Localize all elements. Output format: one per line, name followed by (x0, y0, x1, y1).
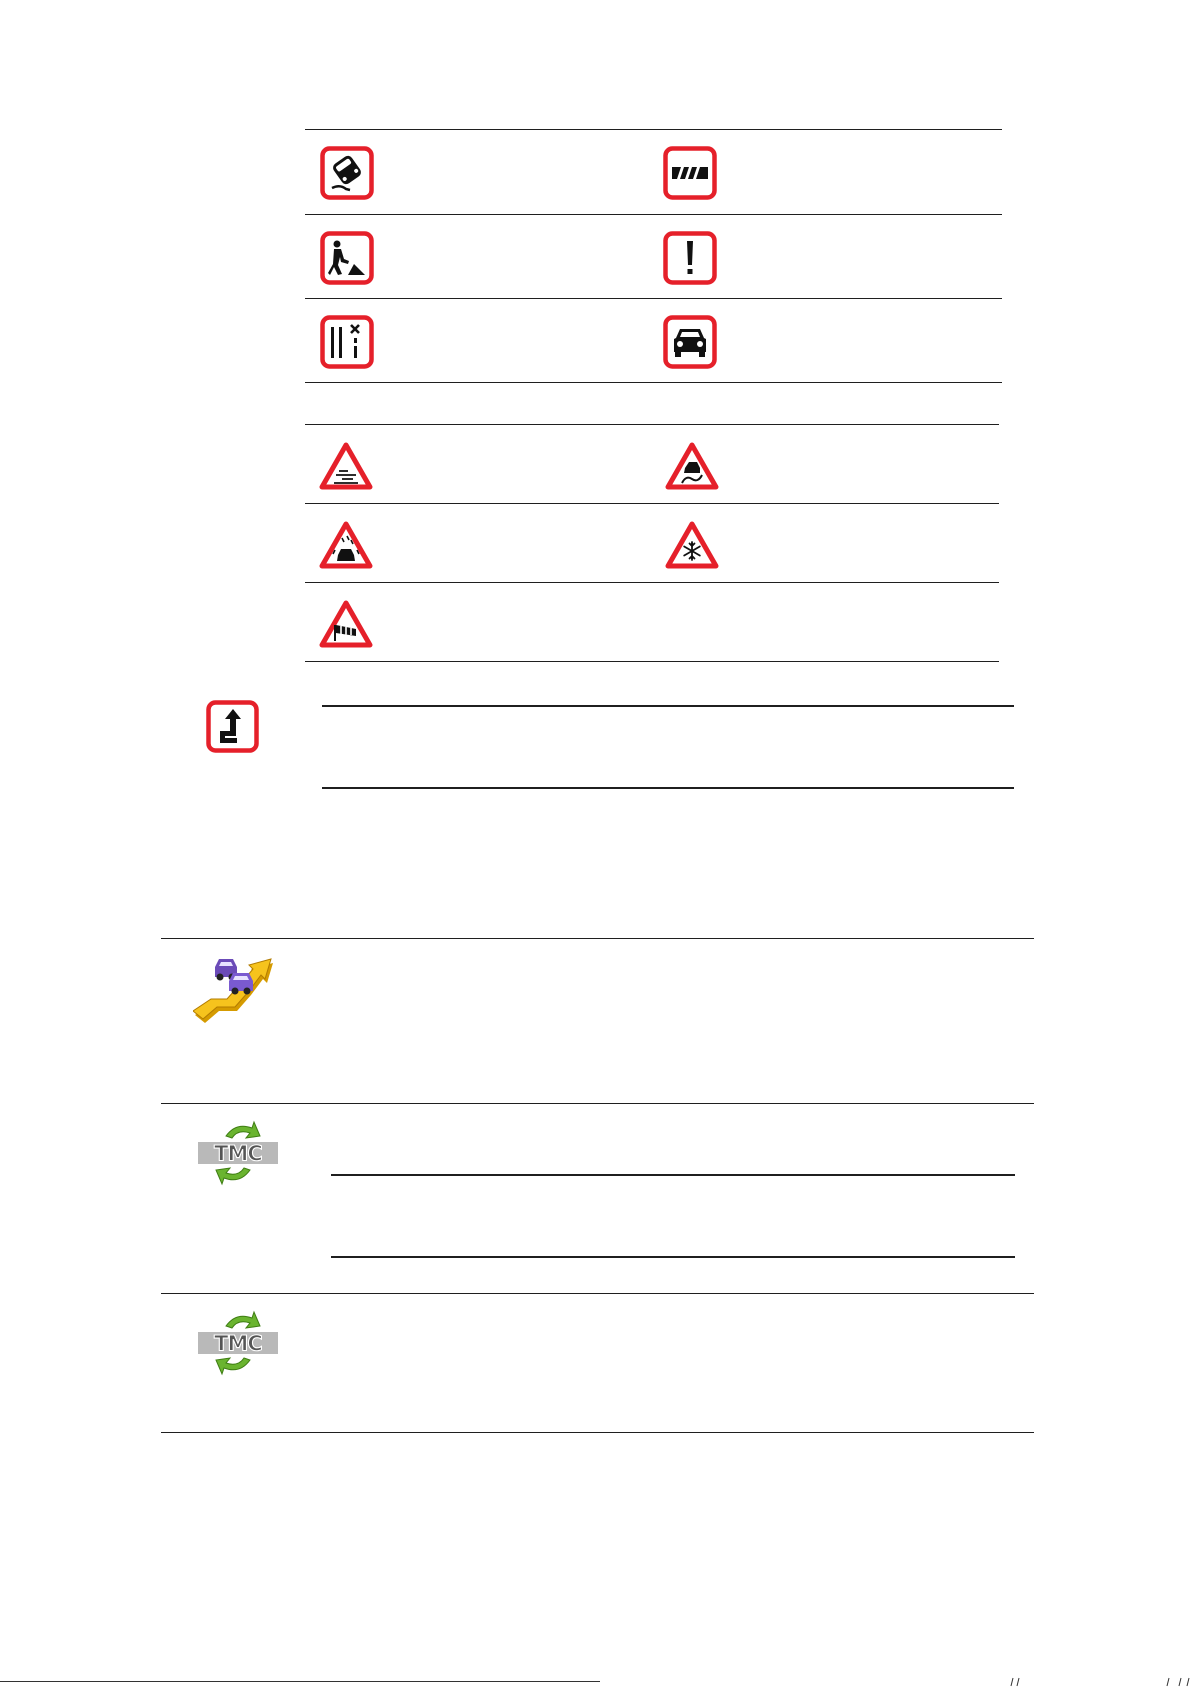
detour-icon (206, 700, 259, 753)
note-rule (322, 705, 1014, 707)
note-rule (322, 787, 1014, 789)
rain-warning-icon (318, 520, 374, 570)
footer-rule (0, 1681, 600, 1682)
menu-table-rule (161, 1432, 1034, 1433)
table-rule (305, 503, 999, 504)
svg-text:TMC: TMC (214, 1141, 262, 1166)
table-rule (305, 661, 999, 662)
roadworks-icon (320, 231, 374, 285)
wind-warning-icon (318, 599, 374, 649)
slippery-road-warning-icon (664, 441, 720, 491)
note-rule (331, 1174, 1015, 1176)
traffic-jam-icon (663, 315, 717, 369)
accident-icon (320, 146, 374, 200)
table-rule (305, 129, 1002, 130)
footer-marks (931, 1674, 1191, 1684)
table-rule (305, 214, 1002, 215)
minimize-delays-icon[interactable] (193, 953, 283, 1025)
menu-table-rule (161, 938, 1034, 939)
fog-warning-icon (318, 441, 374, 491)
menu-table-rule (161, 1293, 1034, 1294)
tmc-update-icon[interactable] (196, 1120, 280, 1186)
road-closed-icon (663, 146, 717, 200)
table-rule (305, 424, 999, 425)
incident-icon (663, 231, 717, 285)
tmc-update-icon[interactable] (196, 1310, 280, 1376)
menu-table-rule (161, 1103, 1034, 1104)
table-rule (305, 382, 1002, 383)
svg-text:TMC: TMC (214, 1331, 262, 1356)
table-rule (305, 298, 1002, 299)
snow-ice-warning-icon (664, 520, 720, 570)
lane-closure-icon (320, 315, 374, 369)
note-rule (331, 1256, 1015, 1258)
table-rule (305, 582, 999, 583)
